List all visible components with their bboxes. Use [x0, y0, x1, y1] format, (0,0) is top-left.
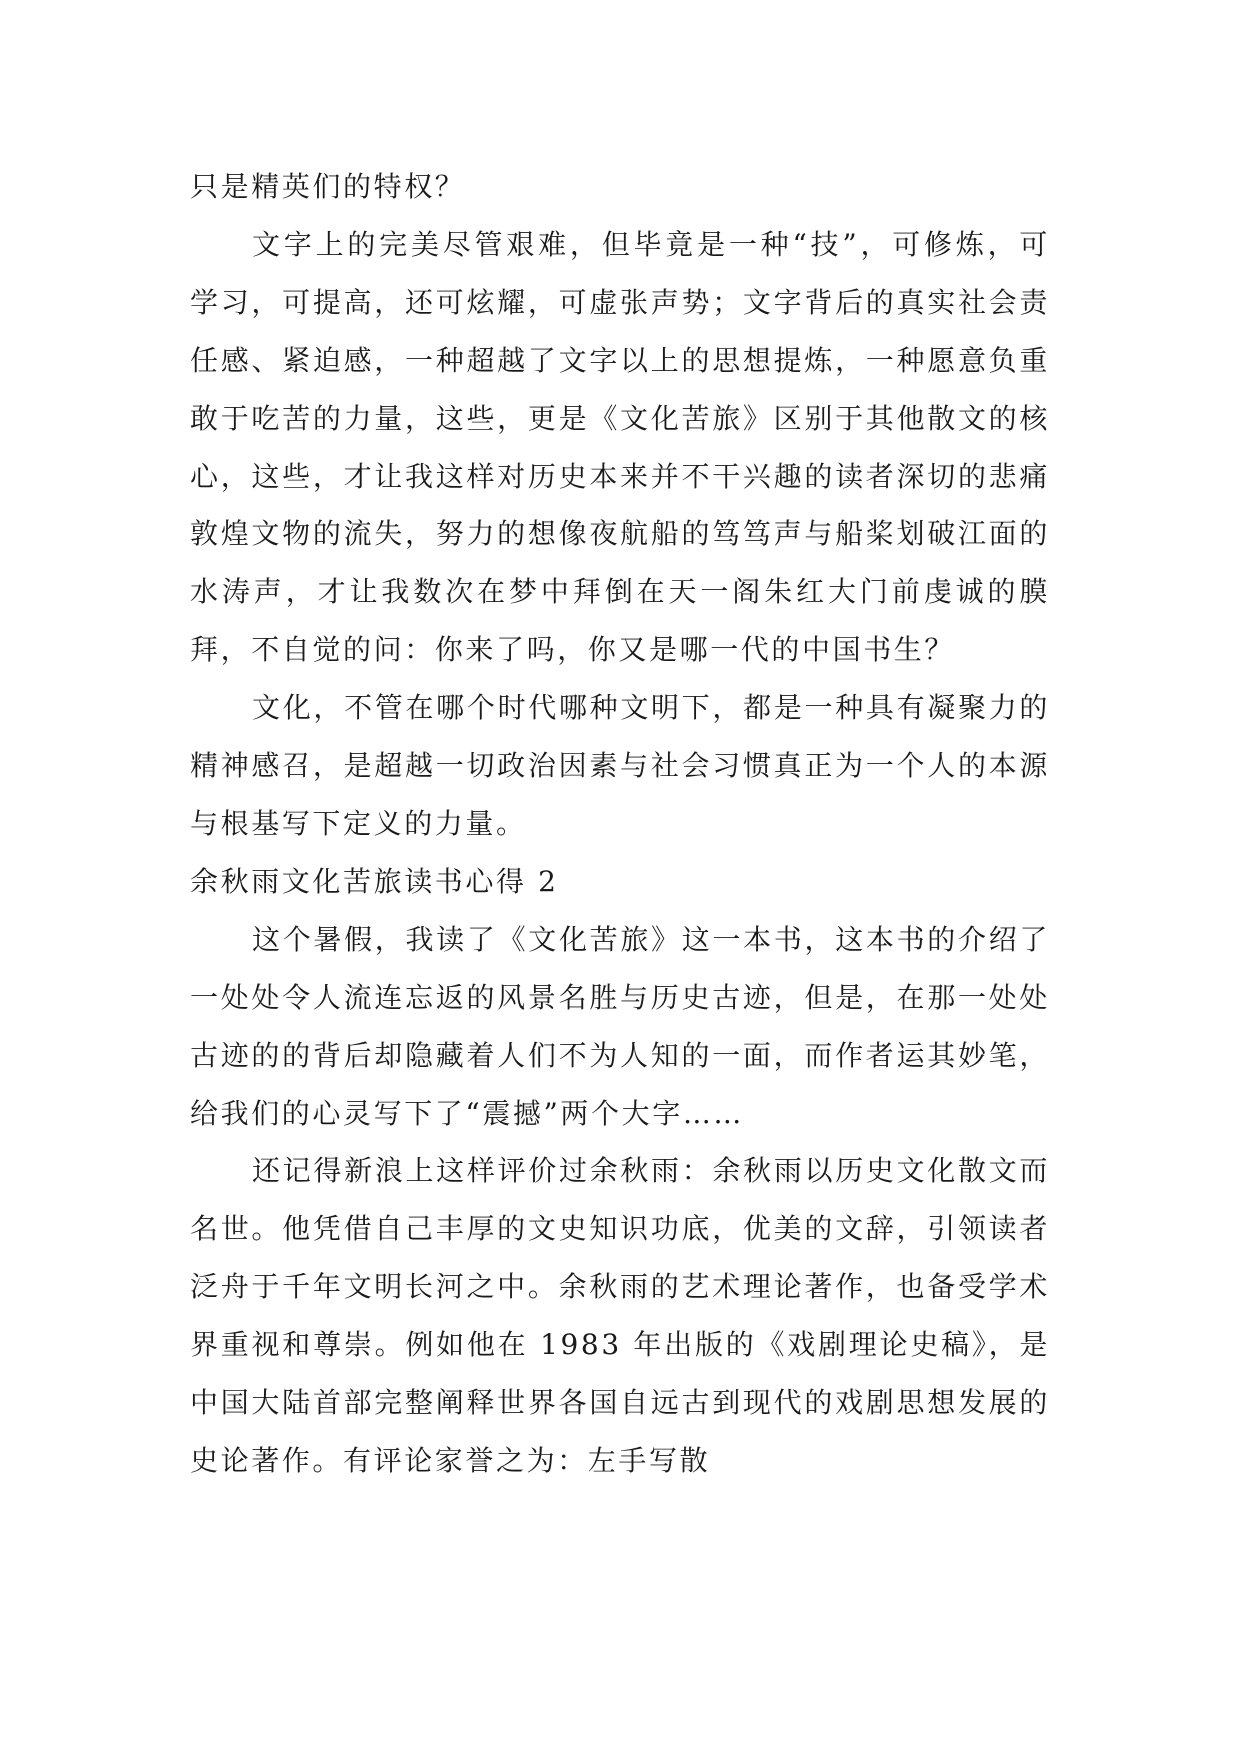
paragraph-sina-review: 还记得新浪上这样评价过余秋雨：余秋雨以历史文化散文而名世。他凭借自己丰厚的文史知识功底，优美的文辞，引领读者泛舟于千年文明长河之中。余秋雨的艺术理论著作，也备受学术界重视和尊崇。例如他在 1983 年出版的《戏剧理论史稿》，是中国大陆首部完整阐释世界各国自远古到现代的戏剧思想发展的史论著作。有评论家誉之为：左手写散: [190, 1154, 1050, 1477]
paragraph-culture-definition: 文化，不管在哪个时代哪种文明下，都是一种具有凝聚力的精神感召，是超越一切政治因素与社会习惯真正为一个人的本源与根基写下定义的力量。: [190, 691, 1050, 840]
paragraph-text-craft: 文字上的完美尽管艰难，但毕竟是一种“技”，可修炼，可学习，可提高，还可炫耀，可虚张声势；文字背后的真实社会责任感、紧迫感，一种超越了文字以上的思想提炼，一种愿意负重敢于吃苦的力量，这些，更是《文化苦旅》区别于其他散文的核心，这些，才让我这样对历史本来并不干兴趣的读者深切的悲痛敦煌文物的流失，努力的想像夜航船的笃笃声与船桨划破江面的水涛声，才让我数次在梦中拜倒在天一阁朱红大门前虔诚的膜拜，不自觉的问：你来了吗，你又是哪一代的中国书生？: [190, 227, 1050, 667]
paragraph-summer-reading: 这个暑假，我读了《文化苦旅》这一本书，这本书的介绍了一处处令人流连忘返的风景名胜与历史古迹，但是，在那一处处古迹的的背后却隐藏着人们不为人知的一面，而作者运其妙笔，给我们的心灵写下了“震撼”两个大字……: [190, 922, 1050, 1130]
section-heading: 余秋雨文化苦旅读书心得 2: [190, 864, 559, 898]
paragraph-continuation: 只是精英们的特权？: [190, 170, 466, 203]
document-body: [190, 158, 1050, 1490]
